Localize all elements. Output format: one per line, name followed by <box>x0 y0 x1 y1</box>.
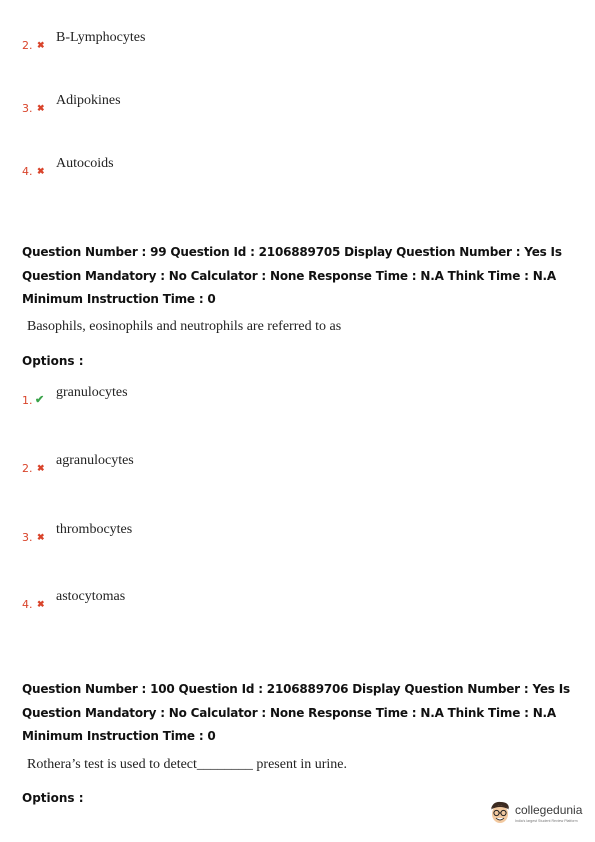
option-text: astocytomas <box>56 589 126 604</box>
option-text: Adipokines <box>56 93 121 108</box>
brand-tagline: India's largest Student Review Platform <box>515 819 578 823</box>
option-number: 4. <box>22 165 33 178</box>
option-text: thrombocytes <box>56 522 133 537</box>
cross-icon: ✖ <box>37 40 45 50</box>
collegedunia-logo <box>488 798 592 832</box>
option-text: agranulocytes <box>56 453 134 468</box>
question-text: Basophils, eosinophils and neutrophils are referred to as <box>27 319 342 334</box>
option-number: 1. <box>22 394 33 407</box>
question-metadata: Question Number : 99 Question Id : 2106889705 Display Question Number : Yes Is Question Mandatory : No Calculator : None Response Time : N.A Think Time : N.A Minimum Instruction Time : 0 <box>22 245 562 306</box>
options-label: Options : <box>22 791 84 805</box>
option-number: 3. <box>22 102 33 115</box>
cross-icon: ✖ <box>37 103 45 113</box>
cross-icon: ✖ <box>37 166 45 176</box>
cross-icon: ✖ <box>37 599 45 609</box>
option-number: 3. <box>22 531 33 544</box>
option-number: 2. <box>22 462 33 475</box>
option-text: Autocoids <box>56 156 114 171</box>
options-label: Options : <box>22 354 84 368</box>
brand-name: collegedunia <box>515 803 583 817</box>
option-number: 2. <box>22 39 33 52</box>
option-text: B-Lymphocytes <box>56 30 146 45</box>
check-icon: ✔ <box>35 394 45 406</box>
cross-icon: ✖ <box>37 463 45 473</box>
question-text: Rothera’s test is used to detect________ present in urine. <box>27 757 347 772</box>
cross-icon: ✖ <box>37 532 45 542</box>
option-number: 4. <box>22 598 33 611</box>
option-text: granulocytes <box>56 385 128 400</box>
question-metadata: Question Number : 100 Question Id : 2106889706 Display Question Number : Yes Is Question Mandatory : No Calculator : None Response Time : N.A Think Time : N.A Minimum Instruction Time : 0 <box>22 682 570 743</box>
mascot-face-icon <box>488 800 512 826</box>
